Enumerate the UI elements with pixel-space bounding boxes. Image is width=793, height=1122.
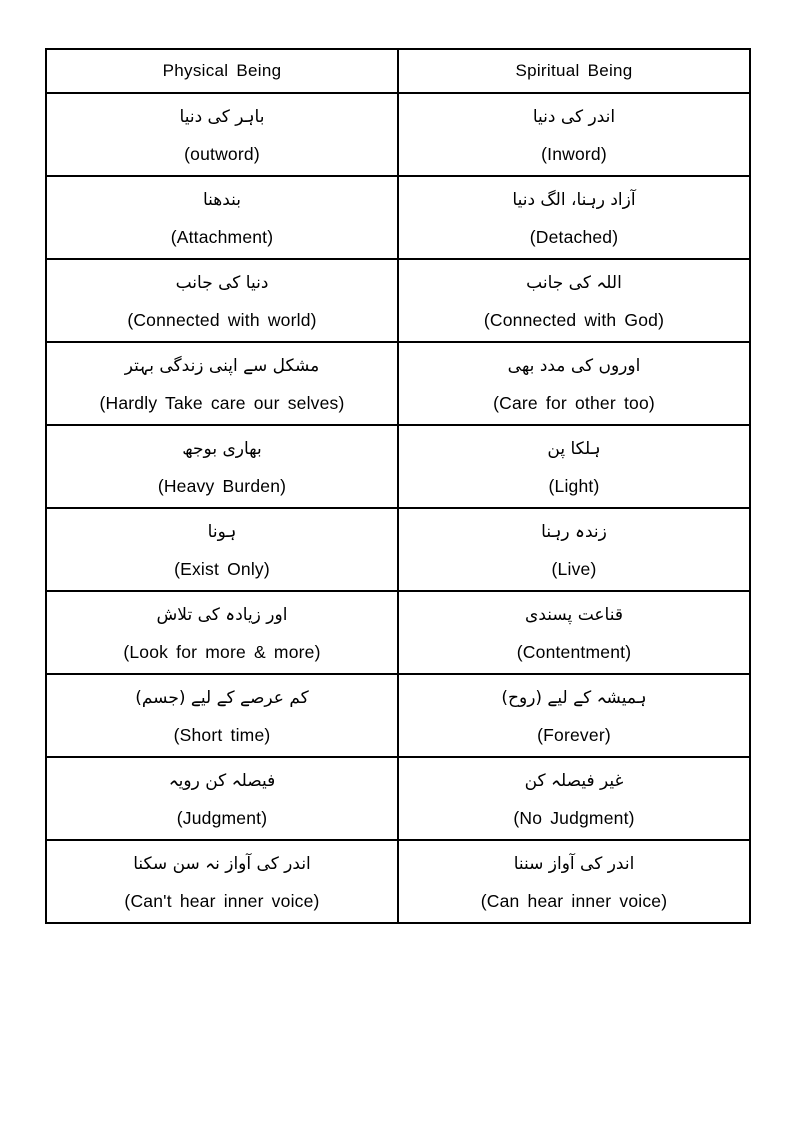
table-row: [46, 425, 750, 508]
spiritual-english-text: (Detached): [529, 226, 619, 247]
physical-english-text: (outword): [184, 143, 260, 164]
spiritual-urdu-text: ہلکا پن: [547, 438, 601, 459]
header-row: [46, 49, 750, 93]
spiritual-english-text: (Forever): [537, 724, 611, 745]
table-row: [46, 840, 750, 923]
physical-cell: [46, 757, 398, 840]
spiritual-urdu-text: اللہ کی جانب: [526, 272, 622, 293]
physical-cell: [46, 342, 398, 425]
spiritual-english-text: (Live): [551, 558, 597, 579]
spiritual-english-text: (No Judgment): [513, 807, 635, 828]
spiritual-english-text: (Care for other too): [493, 392, 655, 413]
spiritual-urdu-text: اوروں کی مدد بھی: [507, 355, 641, 376]
physical-english-text: (Attachment): [170, 226, 274, 247]
physical-urdu-text: کم عرصے کے لیے (جسم): [135, 687, 309, 708]
table-row: [46, 674, 750, 757]
physical-english-text: (Exist Only): [174, 558, 270, 579]
spiritual-cell: [398, 508, 750, 591]
spiritual-urdu-text: ہمیشہ کے لیے (روح): [501, 687, 647, 708]
physical-english-text: (Connected with world): [127, 309, 317, 330]
spiritual-english-text: (Light): [548, 475, 600, 496]
table-row: [46, 591, 750, 674]
table-row: [46, 757, 750, 840]
physical-english-text: (Heavy Burden): [157, 475, 287, 496]
spiritual-cell: [398, 93, 750, 176]
physical-english-text: (Short time): [173, 724, 271, 745]
spiritual-urdu-text: آزاد رہنا، الگ دنیا: [512, 189, 636, 210]
physical-urdu-text: بھاری بوجھ: [182, 438, 262, 459]
table-row: [46, 508, 750, 591]
comparison-table: [45, 48, 751, 924]
physical-urdu-text: ہونا: [207, 521, 237, 542]
physical-cell: [46, 508, 398, 591]
physical-english-text: (Look for more & more): [123, 641, 321, 662]
physical-cell: [46, 591, 398, 674]
table-row: [46, 259, 750, 342]
physical-urdu-text: باہر کی دنیا: [179, 106, 265, 127]
spiritual-urdu-text: اندر کی آواز سننا: [513, 853, 635, 874]
physical-english-text: (Hardly Take care our selves): [99, 392, 345, 413]
table-row: [46, 176, 750, 259]
spiritual-urdu-text: قناعت پسندی: [525, 604, 623, 625]
physical-cell: [46, 176, 398, 259]
spiritual-cell: [398, 591, 750, 674]
physical-cell: [46, 259, 398, 342]
spiritual-cell: [398, 840, 750, 923]
spiritual-cell: [398, 425, 750, 508]
physical-cell: [46, 840, 398, 923]
physical-cell: [46, 93, 398, 176]
physical-urdu-text: فیصلہ کن رویہ: [168, 770, 276, 791]
spiritual-urdu-text: غیر فیصلہ کن: [524, 770, 624, 791]
spiritual-english-text: (Inword): [541, 143, 607, 164]
table-row: [46, 342, 750, 425]
spiritual-cell: [398, 757, 750, 840]
spiritual-english-text: (Can hear inner voice): [480, 890, 668, 911]
spiritual-english-text: (Connected with God): [483, 309, 665, 330]
physical-english-text: (Judgment): [176, 807, 268, 828]
physical-cell: [46, 674, 398, 757]
physical-english-text: (Can't hear inner voice): [124, 890, 320, 911]
spiritual-urdu-text: اندر کی دنیا: [532, 106, 616, 127]
physical-urdu-text: دنیا کی جانب: [175, 272, 269, 293]
physical-cell: [46, 425, 398, 508]
header-physical-being: Physical Being: [46, 49, 398, 93]
spiritual-cell: [398, 259, 750, 342]
spiritual-cell: [398, 674, 750, 757]
physical-urdu-text: مشکل سے اپنی زندگی بہتر: [124, 355, 320, 376]
header-spiritual-being: Spiritual Being: [398, 49, 750, 93]
physical-urdu-text: اندر کی آواز نہ سن سکنا: [133, 853, 311, 874]
spiritual-cell: [398, 342, 750, 425]
spiritual-cell: [398, 176, 750, 259]
table-body: [46, 93, 750, 923]
spiritual-urdu-text: زندہ رہنا: [541, 521, 607, 542]
spiritual-english-text: (Contentment): [516, 641, 632, 662]
table-row: [46, 93, 750, 176]
physical-urdu-text: بندھنا: [202, 189, 242, 210]
physical-urdu-text: اور زیادہ کی تلاش: [156, 604, 288, 625]
